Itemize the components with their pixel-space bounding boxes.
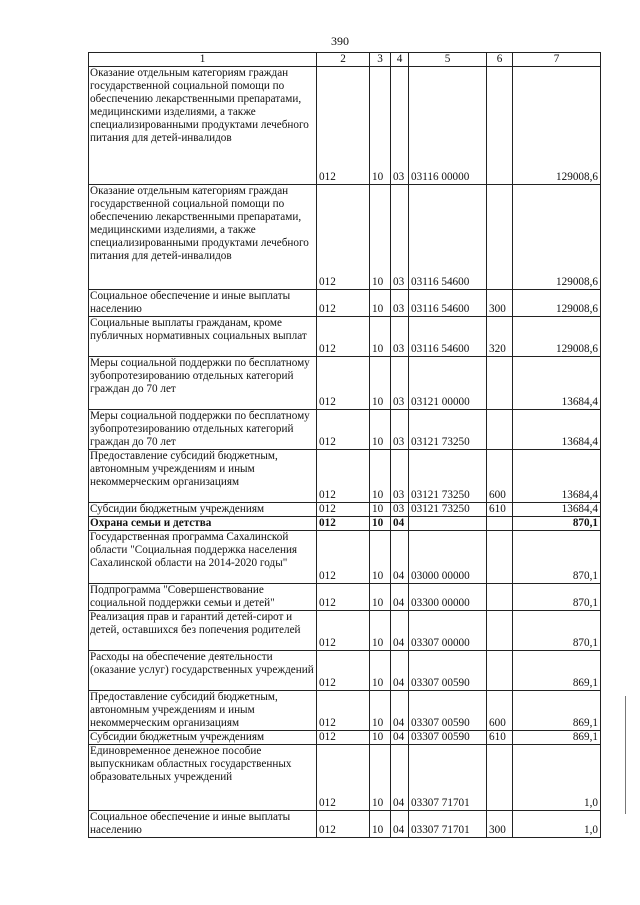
row-amount: 129008,6 — [513, 290, 601, 317]
table-row — [89, 811, 601, 838]
row-name: Социальное обеспечение и иные выплаты населению — [89, 290, 317, 317]
table-row — [89, 450, 601, 503]
header-cell: 5 — [409, 53, 487, 67]
header-cell: 4 — [391, 53, 409, 67]
row-section-code: 10 — [370, 651, 391, 691]
row-amount: 870,1 — [513, 611, 601, 651]
row-target-code: 03121 73250 — [409, 450, 487, 503]
row-name: Государственная программа Сахалинской области "Социальная поддержка населения Сахалинской области на 2014-2020 годы" — [89, 531, 317, 584]
row-target-code: 03121 73250 — [409, 503, 487, 517]
row-target-code: 03116 54600 — [409, 185, 487, 290]
row-target-code: 03121 73250 — [409, 410, 487, 450]
row-amount: 869,1 — [513, 651, 601, 691]
row-name: Единовременное денежное пособие выпускникам областных государственных образовательных учреждений — [89, 745, 317, 811]
row-amount: 870,1 — [513, 517, 601, 531]
row-expense-type — [487, 517, 513, 531]
row-subsection-code: 04 — [391, 811, 409, 838]
row-section-code: 10 — [370, 67, 391, 185]
row-subsection-code: 03 — [391, 503, 409, 517]
row-target-code: 03307 71701 — [409, 745, 487, 811]
row-expense-type: 320 — [487, 317, 513, 357]
row-section-code: 10 — [370, 410, 391, 450]
row-target-code: 03307 00590 — [409, 651, 487, 691]
row-target-code: 03116 54600 — [409, 317, 487, 357]
table-row — [89, 185, 601, 290]
row-subsection-code: 03 — [391, 357, 409, 410]
row-section-code: 10 — [370, 531, 391, 584]
row-admin-code: 012 — [317, 691, 370, 731]
row-section-code: 10 — [370, 503, 391, 517]
row-target-code: 03307 00590 — [409, 731, 487, 745]
table-row — [89, 651, 601, 691]
row-target-code: 03116 54600 — [409, 290, 487, 317]
header-cell: 3 — [370, 53, 391, 67]
table-row — [89, 503, 601, 517]
page-number: 390 — [331, 34, 349, 48]
row-expense-type — [487, 651, 513, 691]
row-subsection-code: 04 — [391, 611, 409, 651]
row-name: Субсидии бюджетным учреждениям — [89, 731, 317, 745]
row-amount: 869,1 — [513, 691, 601, 731]
row-admin-code: 012 — [317, 811, 370, 838]
row-subsection-code: 03 — [391, 67, 409, 185]
row-admin-code: 012 — [317, 611, 370, 651]
row-name: Реализация прав и гарантий детей-сирот и детей, оставшихся без попечения родителей — [89, 611, 317, 651]
header-row — [89, 53, 601, 67]
row-subsection-code: 04 — [391, 584, 409, 611]
row-section-code: 10 — [370, 517, 391, 531]
row-subsection-code: 04 — [391, 531, 409, 584]
table-row — [89, 357, 601, 410]
row-target-code: 03300 00000 — [409, 584, 487, 611]
row-subsection-code: 03 — [391, 290, 409, 317]
table-row — [89, 531, 601, 584]
row-section-code: 10 — [370, 731, 391, 745]
row-target-code: 03116 00000 — [409, 67, 487, 185]
row-amount: 1,0 — [513, 811, 601, 838]
row-name: Субсидии бюджетным учреждениям — [89, 503, 317, 517]
row-amount: 13684,4 — [513, 450, 601, 503]
row-amount: 870,1 — [513, 531, 601, 584]
table-row — [89, 290, 601, 317]
row-expense-type — [487, 584, 513, 611]
row-target-code: 03121 00000 — [409, 357, 487, 410]
row-expense-type: 610 — [487, 731, 513, 745]
row-expense-type: 300 — [487, 290, 513, 317]
row-name: Предоставление субсидий бюджетным, автономным учреждениям и иным некоммерческим организациям — [89, 450, 317, 503]
row-amount: 869,1 — [513, 731, 601, 745]
row-name: Охрана семьи и детства — [89, 517, 317, 531]
row-expense-type: 600 — [487, 691, 513, 731]
table-row — [89, 317, 601, 357]
row-section-code: 10 — [370, 290, 391, 317]
row-target-code: 03307 00000 — [409, 611, 487, 651]
row-section-code: 10 — [370, 450, 391, 503]
row-name: Социальные выплаты гражданам, кроме публичных нормативных социальных выплат — [89, 317, 317, 357]
row-section-code: 10 — [370, 811, 391, 838]
row-name: Предоставление субсидий бюджетным, автономным учреждениям и иным некоммерческим организациям — [89, 691, 317, 731]
row-target-code: 03307 71701 — [409, 811, 487, 838]
row-amount: 13684,4 — [513, 503, 601, 517]
row-name: Меры социальной поддержки по бесплатному зубопротезированию отдельных категорий граждан до 70 лет — [89, 410, 317, 450]
row-name: Социальное обеспечение и иные выплаты населению — [89, 811, 317, 838]
row-amount: 13684,4 — [513, 410, 601, 450]
row-expense-type — [487, 185, 513, 290]
row-section-code: 10 — [370, 691, 391, 731]
row-section-code: 10 — [370, 584, 391, 611]
row-expense-type — [487, 357, 513, 410]
row-admin-code: 012 — [317, 185, 370, 290]
row-name: Меры социальной поддержки по бесплатному зубопротезированию отдельных категорий граждан до 70 лет — [89, 357, 317, 410]
row-subsection-code: 03 — [391, 450, 409, 503]
row-name: Оказание отдельным категориям граждан государственной социальной помощи по обеспечению лекарственными препаратами, медицинскими изделиями, а также специализированными продуктами лечебного питания для детей-инвалидов — [89, 185, 317, 290]
row-subsection-code: 03 — [391, 185, 409, 290]
row-subsection-code: 03 — [391, 410, 409, 450]
row-subsection-code: 04 — [391, 651, 409, 691]
row-expense-type: 610 — [487, 503, 513, 517]
row-admin-code: 012 — [317, 357, 370, 410]
row-admin-code: 012 — [317, 450, 370, 503]
row-admin-code: 012 — [317, 517, 370, 531]
table-row — [89, 584, 601, 611]
row-admin-code: 012 — [317, 584, 370, 611]
row-admin-code: 012 — [317, 410, 370, 450]
row-expense-type: 300 — [487, 811, 513, 838]
row-amount: 129008,6 — [513, 67, 601, 185]
row-amount: 129008,6 — [513, 317, 601, 357]
table-row — [89, 517, 601, 531]
table-row — [89, 611, 601, 651]
row-name: Оказание отдельным категориям граждан государственной социальной помощи по обеспечению лекарственными препаратами, медицинскими изделиями, а также специализированными продуктами лечебного питания для детей-инвалидов — [89, 67, 317, 185]
scan-line-mark — [625, 696, 626, 814]
row-section-code: 10 — [370, 317, 391, 357]
row-admin-code: 012 — [317, 531, 370, 584]
row-name: Подпрограмма "Совершенствование социальной поддержки семьи и детей" — [89, 584, 317, 611]
row-expense-type: 600 — [487, 450, 513, 503]
row-expense-type — [487, 611, 513, 651]
row-expense-type — [487, 745, 513, 811]
table-row — [89, 731, 601, 745]
table-row — [89, 691, 601, 731]
row-section-code: 10 — [370, 745, 391, 811]
row-subsection-code: 04 — [391, 691, 409, 731]
row-expense-type — [487, 531, 513, 584]
row-admin-code: 012 — [317, 731, 370, 745]
row-amount: 1,0 — [513, 745, 601, 811]
row-name: Расходы на обеспечение деятельности (оказание услуг) государственных учреждений — [89, 651, 317, 691]
row-target-code: 03000 00000 — [409, 531, 487, 584]
header-cell: 6 — [487, 53, 513, 67]
table-row — [89, 745, 601, 811]
row-section-code: 10 — [370, 185, 391, 290]
table-row — [89, 410, 601, 450]
row-subsection-code: 04 — [391, 517, 409, 531]
row-amount: 870,1 — [513, 584, 601, 611]
row-admin-code: 012 — [317, 317, 370, 357]
header-cell: 7 — [513, 53, 601, 67]
row-admin-code: 012 — [317, 290, 370, 317]
row-amount: 129008,6 — [513, 185, 601, 290]
row-subsection-code: 03 — [391, 317, 409, 357]
row-admin-code: 012 — [317, 651, 370, 691]
row-amount: 13684,4 — [513, 357, 601, 410]
table-row — [89, 67, 601, 185]
budget-table — [88, 52, 601, 838]
row-subsection-code: 04 — [391, 731, 409, 745]
row-target-code — [409, 517, 487, 531]
row-expense-type — [487, 410, 513, 450]
row-expense-type — [487, 67, 513, 185]
row-admin-code: 012 — [317, 745, 370, 811]
row-section-code: 10 — [370, 611, 391, 651]
row-section-code: 10 — [370, 357, 391, 410]
row-admin-code: 012 — [317, 503, 370, 517]
header-cell: 1 — [89, 53, 317, 67]
row-target-code: 03307 00590 — [409, 691, 487, 731]
header-cell: 2 — [317, 53, 370, 67]
row-admin-code: 012 — [317, 67, 370, 185]
row-subsection-code: 04 — [391, 745, 409, 811]
